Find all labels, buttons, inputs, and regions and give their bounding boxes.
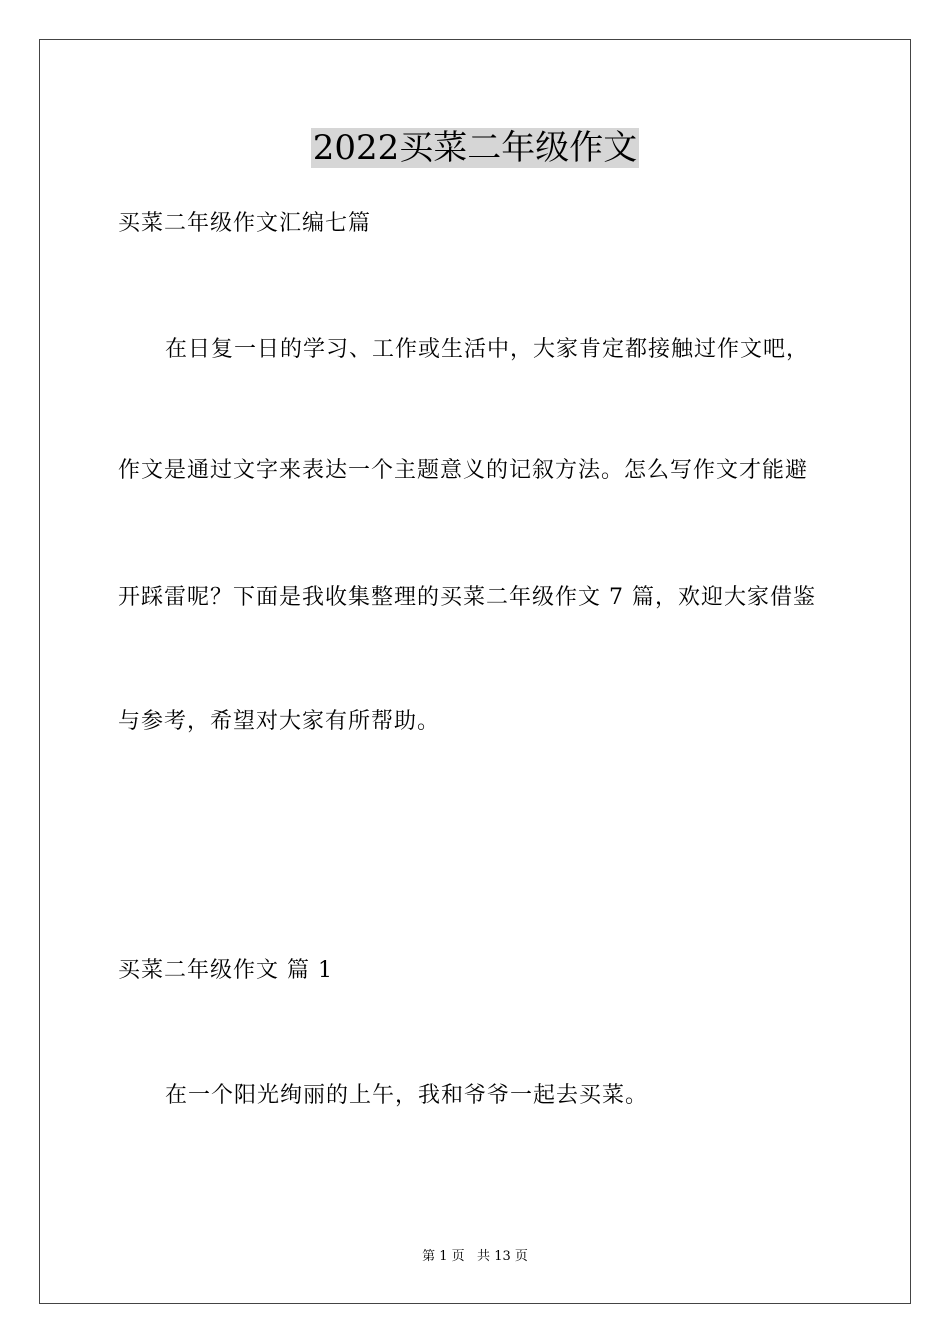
- page-number-footer: 第 1 页 共 13 页: [422, 1249, 528, 1264]
- document-title-text: 2022买菜二年级作文: [312, 128, 638, 168]
- intro-line-1: 在日复一日的学习、工作或生活中，大家肯定都接触过作文吧，: [165, 337, 810, 362]
- section-heading: 买菜二年级作文 篇 1: [118, 958, 333, 983]
- intro-line-4: 与参考，希望对大家有所帮助。: [118, 709, 441, 734]
- intro-line-2: 作文是通过文字来表达一个主题意义的记叙方法。怎么写作文才能避: [118, 458, 809, 483]
- document-title: [0, 128, 950, 168]
- document-subtitle: 买菜二年级作文汇编七篇: [118, 211, 372, 236]
- intro-line-3: 开踩雷呢？下面是我收集整理的买菜二年级作文 7 篇，欢迎大家借鉴: [118, 585, 816, 610]
- section-paragraph-line: 在一个阳光绚丽的上午，我和爷爷一起去买菜。: [165, 1083, 649, 1108]
